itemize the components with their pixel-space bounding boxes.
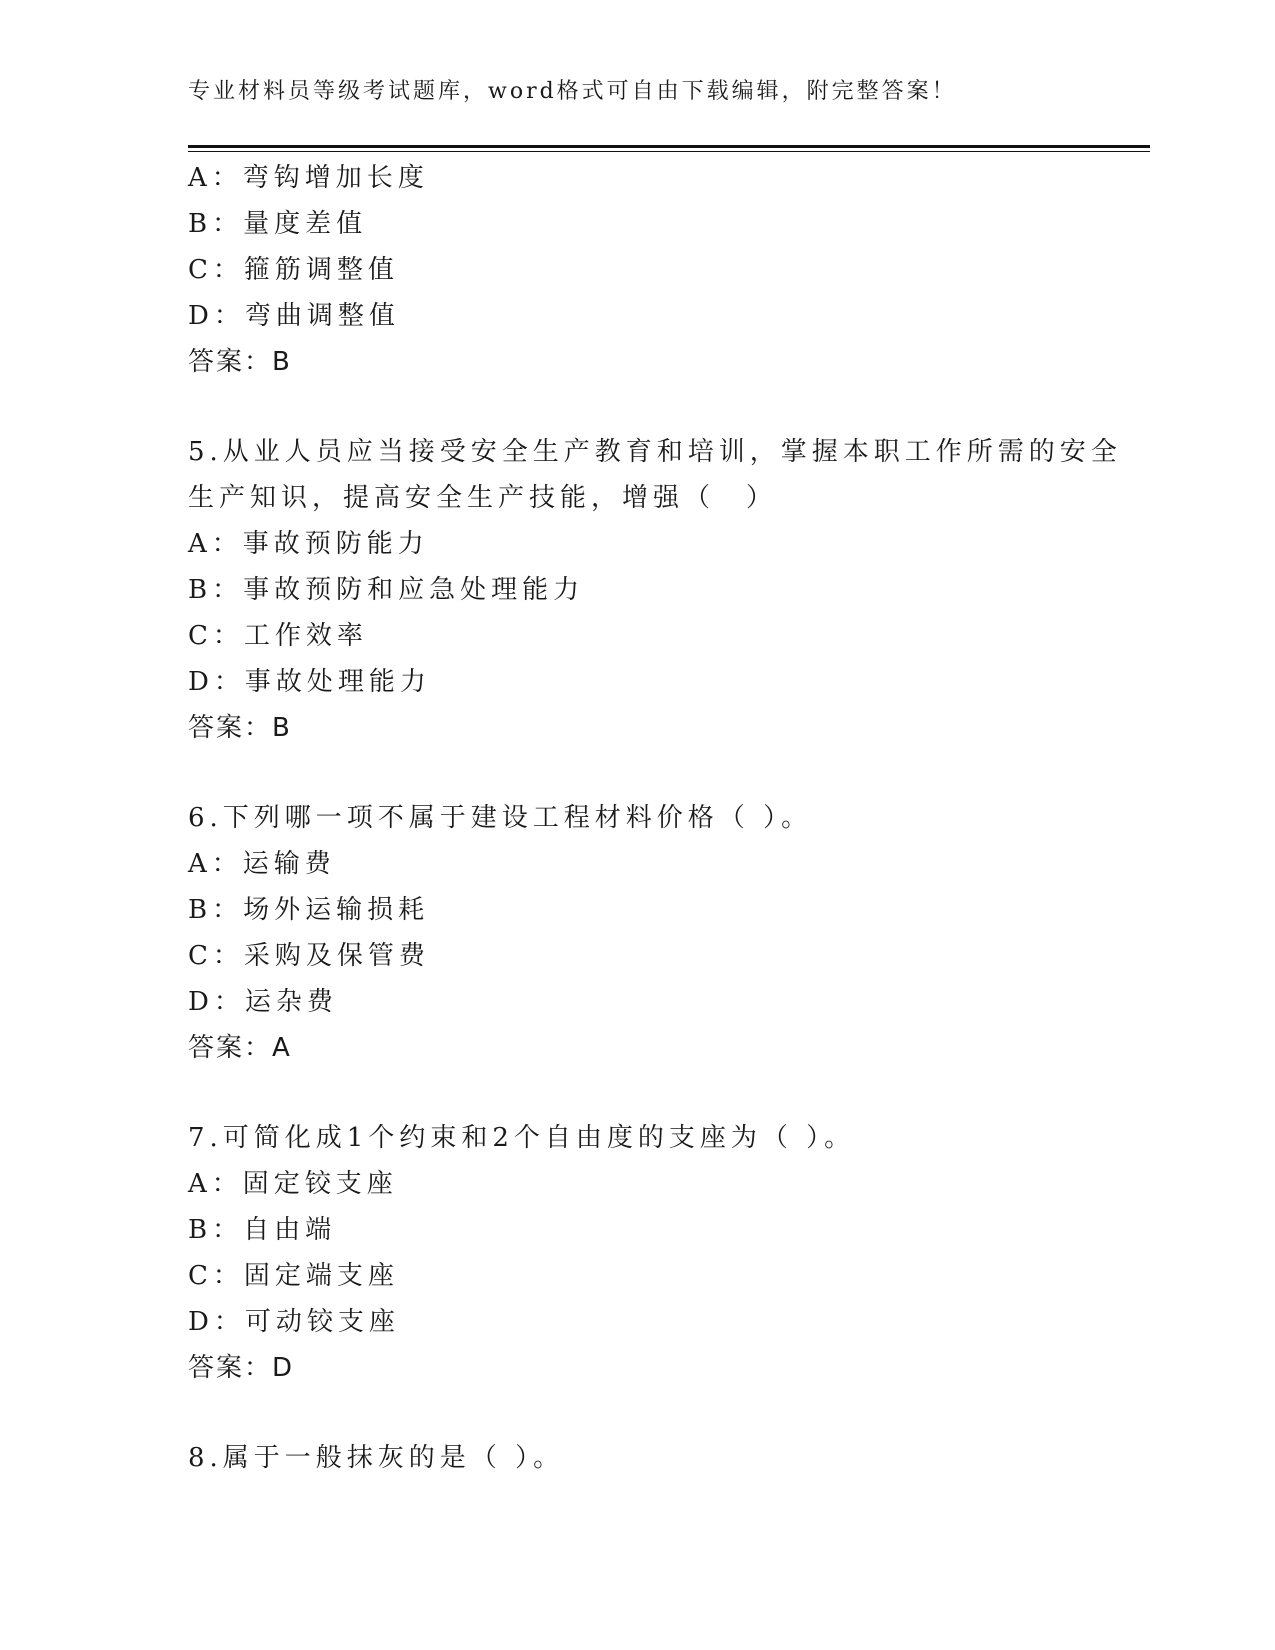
answer-line: 答案：B — [188, 713, 292, 743]
page-header: 专业材料员等级考试题库，word格式可自由下载编辑，附完整答案！ — [188, 79, 957, 104]
answer-line: 答案：A — [188, 1033, 292, 1063]
question-4-tail — [188, 155, 1118, 385]
document-body — [188, 155, 1122, 1481]
option-d: D：运杂费 — [188, 987, 338, 1017]
question-stem: 7.可简化成1个约束和2个自由度的支座为（ ）。 — [188, 1123, 856, 1153]
option-d: D：可动铰支座 — [188, 1307, 400, 1337]
option-b: B：量度差值 — [188, 209, 368, 239]
answer-line: 答案：D — [188, 1353, 295, 1383]
option-c: C：固定端支座 — [188, 1261, 399, 1291]
question-6 — [188, 795, 1118, 1071]
option-a: A：固定铰支座 — [188, 1169, 398, 1199]
spacer — [188, 385, 1118, 429]
question-stem: 5.从业人员应当接受安全生产教育和培训，掌握本职工作所需的安全 — [188, 437, 1122, 467]
question-7 — [188, 1115, 1118, 1391]
question-5 — [188, 429, 1122, 751]
question-8 — [188, 1435, 1118, 1481]
option-b: B：场外运输损耗 — [188, 895, 430, 925]
option-d: D：事故处理能力 — [188, 667, 431, 697]
question-stem: 6.下列哪一项不属于建设工程材料价格（ ）。 — [188, 803, 813, 833]
answer-line: 答案：B — [188, 347, 292, 377]
option-c: C：工作效率 — [188, 621, 368, 651]
option-a: A：运输费 — [188, 849, 336, 879]
spacer — [188, 1071, 1118, 1115]
option-b: B：自由端 — [188, 1215, 337, 1245]
question-stem-continued: 生产知识，提高安全生产技能，增强（ ） — [188, 483, 778, 513]
option-c: C：采购及保管费 — [188, 941, 430, 971]
question-stem: 8.属于一般抹灰的是（ ）。 — [188, 1443, 565, 1473]
spacer — [188, 751, 1118, 795]
spacer — [188, 1391, 1118, 1435]
header-rule-thick — [188, 145, 1150, 148]
option-d: D：弯曲调整值 — [188, 301, 400, 331]
option-b: B：事故预防和应急处理能力 — [188, 575, 585, 605]
header-rule-thin — [188, 151, 1150, 152]
option-a: A：弯钩增加长度 — [188, 163, 429, 193]
option-c: C：箍筋调整值 — [188, 255, 399, 285]
option-a: A：事故预防能力 — [188, 529, 429, 559]
